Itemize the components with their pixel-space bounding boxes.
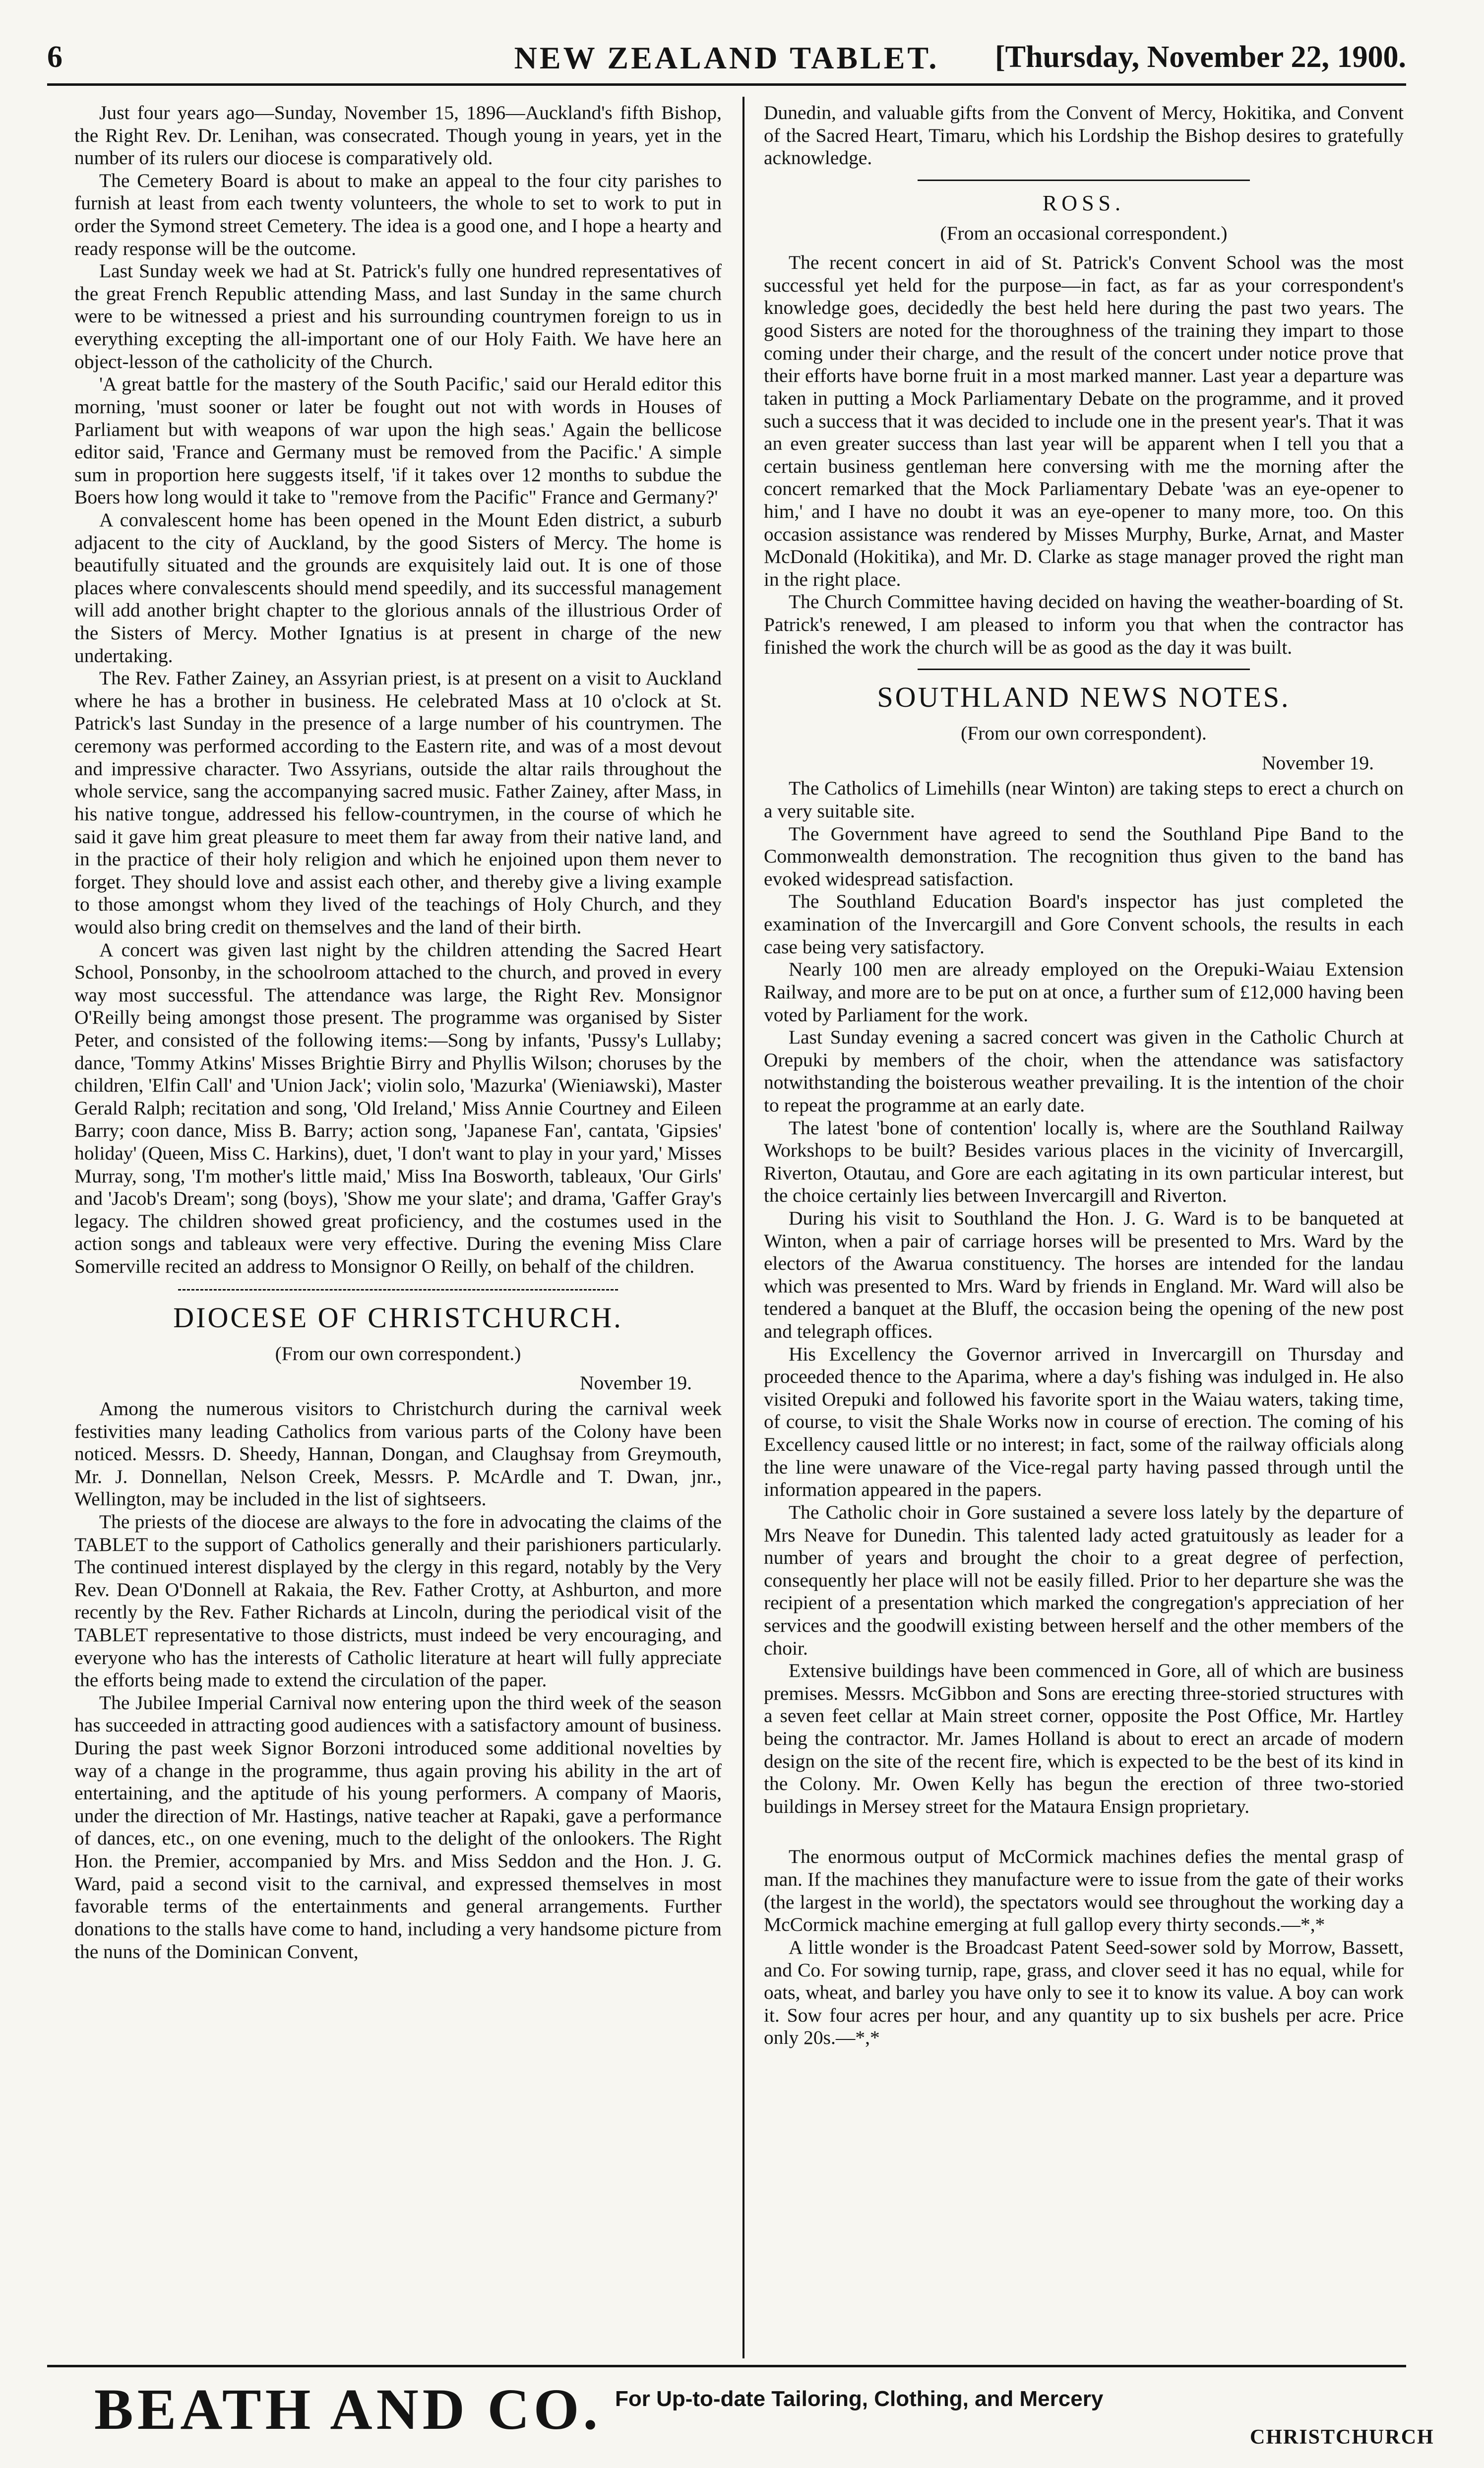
page-number: 6 [47, 40, 62, 74]
article-paragraph: The Church Committee having decided on having the weather-boarding of St. Patrick's renewed, I am pleased to inform you that when the contractor has finished the work the church will be as good as the day it was built. [764, 591, 1404, 658]
advert-paragraph: The enormous output of McCormick machines defies the mental grasp of man. If the machines they manufacture were to issue from the gate of their works (the largest in the world), the spectators would see throughout the working day a McCormick machine emerging at full gallop every thirty seconds.—*,* [764, 1846, 1404, 1936]
article-paragraph: 'A great battle for the mastery of the South Pacific,' said our Herald editor this morning, 'must sooner or later be fought out not with words in Houses of Parliament but with weapons of war upon the high seas.' Again the bellicose editor said, 'France and Germany must be removed from the Pacific.' A simple sum in proportion here suggests itself, 'if it takes over 12 months to subdue the Boers how long would it take to "remove from the Pacific" France and Germany?' [74, 373, 722, 508]
column-divider [742, 97, 744, 2358]
article-paragraph: Last Sunday week we had at St. Patrick's fully one hundred representatives of the great French Republic attending Mass, and last Sunday in the same church were to be witnessed a priest and his surrounding countrymen foreign to us in everything excepting the all-important one of our Holy Faith. We have here an object-lesson of the catholicity of the Church. [74, 260, 722, 372]
left-column [74, 102, 722, 1963]
article-paragraph: The Cemetery Board is about to make an appeal to the four city parishes to furnish at least from each twenty volunteers, the whole to set to work to put in order the Symond street Cemetery. The idea is a good one, and I hope a hearty and ready response will be the outcome. [74, 169, 722, 259]
footer-rule [47, 2365, 1406, 2367]
section-byline: (From our own correspondent.) [275, 1342, 521, 1364]
article-paragraph: Just four years ago—Sunday, November 15, 1896—Auckland's fifth Bishop, the Right Rev. Dr. Lenihan, was consecrated. Though young in years, yet in the number of its rulers our diocese is comparatively old. [74, 102, 722, 169]
section-byline: (From our own correspondent). [961, 722, 1207, 744]
section-heading-ross: ROSS. [1042, 190, 1125, 215]
article-paragraph: Nearly 100 men are already employed on the Orepuki-Waiau Extension Railway, and more are to be put on at once, a further sum of £12,000 having been voted by Parliament for the work. [764, 958, 1404, 1026]
spacer [764, 1818, 1404, 1846]
article-paragraph: A concert was given last night by the children attending the Sacred Heart School, Ponsonby, in the schoolroom attached to the church, and proved in every way most successful. The attendance was large, the Right Rev. Monsignor O'Reilly being amongst those present. The programme was organised by Sister Peter, and consisted of the following items:—Song by infants, 'Pussy's Lullaby; dance, 'Tommy Atkins' Misses Brightie Birry and Phyllis Wilson; choruses by the children, 'Elfin Call' and 'Union Jack'; violin solo, 'Mazurka' (Wieniawski), Master Gerald Ralph; recitation and song, 'Old Ireland,' Miss Annie Courtney and Eileen Barry; coon dance, Miss B. Barry; action song, 'Japanese Fan', cantata, 'Gipsies' holiday' (Queen, Miss C. Harkins), duet, 'I don't want to play in your yard,' Misses Murray, song, 'I'm mother's little maid,' Miss Ina Bosworth, tableaux, 'Our Girls' and 'Jacob's Dream'; song (boys), 'Show me your slate'; and drama, 'Gaffer Gray's legacy. The children showed great proficiency, and the costumes used in the action songs and tableaux were very effective. During the evening Miss Clare Somerville recited an address to Monsignor O Reilly, on behalf of the children. [74, 938, 722, 1278]
masthead-title: NEW ZEALAND TABLET. [514, 40, 939, 75]
advertiser-tagline: For Up-to-date Tailoring, Clothing, and Mercery [615, 2387, 1104, 2411]
article-paragraph: The latest 'bone of contention' locally is, where are the Southland Railway Workshops to be built? Besides various places in the vicinity of Invercargill, Riverton, Otautau, and Gore are each agitating in its own particular interest, but the choice certainly lies between Invercargill and Riverton. [764, 1116, 1404, 1207]
article-paragraph: Among the numerous visitors to Christchurch during the carnival week festivities many leading Catholics from various parts of the Colony have been noticed. Messrs. D. Sheedy, Hannan, Dongan, and Claughsay from Greymouth, Mr. J. Donnellan, Nelson Creek, Messrs. P. McArdle and T. Dwan, jnr., Wellington, may be included in the list of sightseers. [74, 1397, 722, 1510]
section-divider [918, 669, 1250, 670]
advertiser-city: CHRISTCHURCH [1250, 2426, 1434, 2449]
section-heading-christchurch: DIOCESE OF CHRISTCHURCH. [173, 1301, 623, 1334]
section-byline: (From an occasional correspondent.) [940, 222, 1228, 244]
article-paragraph: During his visit to Southland the Hon. J. G. Ward is to be banqueted at Winton, when a pair of carriage horses will be presented to Mrs. Ward by the electors of the Awarua constituency. The horses are intended for the landau which was presented to Mrs. Ward by friends in England. Mr. Ward will also be tendered a banquet at the Bluff, the occasion being the opening of the new post and telegraph offices. [764, 1207, 1404, 1343]
advert-paragraph: A little wonder is the Broadcast Patent Seed-sower sold by Morrow, Bassett, and Co. For sowing turnip, rape, grass, and clover seed it has no equal, while for oats, wheat, and barley you have only to see it to know its value. A boy can work it. Sow four acres per hour, and any quantity up to six bushels per acre. Price only 20s.—*,* [764, 1936, 1404, 2049]
issue-date: [Thursday, November 22, 1900. [994, 40, 1406, 74]
section-dateline: November 19. [1262, 751, 1374, 774]
article-paragraph: The Rev. Father Zainey, an Assyrian priest, is at present on a visit to Auckland where he has a brother in business. He celebrated Mass at 10 o'clock at St. Patrick's last Sunday in the presence of a large number of his countrymen. The ceremony was performed according to the Eastern rite, and was of a most devout and impressive character. Two Assyrians, outside the altar rails throughout the whole service, sang the accompanying sacred music. Father Zainey, after Mass, in his native tongue, addressed his fellow-countrymen, in the course of which he said it gave him great pleasure to meet them far away from their native land, and in the practice of their holy religion and which he enjoined upon them never to forget. They should love and assist each other, and thereby give a living example to those amongst whom they lived of the teachings of Holy Church, and they would also bring credit on themselves and the land of their birth. [74, 667, 722, 938]
article-paragraph: The Government have agreed to send the Southland Pipe Band to the Commonwealth demonstration. The recognition thus given to the band has evoked widespread satisfaction. [764, 822, 1404, 890]
page-header [47, 40, 1406, 84]
article-paragraph: The Catholic choir in Gore sustained a severe loss lately by the departure of Mrs Neave for Dunedin. This talented lady acted gratuitously as leader for a number of years and brought the choir to a great degree of perfection, consequently her place will not be easily filled. Prior to her departure she was the recipient of a presentation which marked the congregation's appreciation of her services and the goodwill existing between herself and the other members of the choir. [764, 1501, 1404, 1659]
footer-advert [94, 2376, 1434, 2449]
article-paragraph: The priests of the diocese are always to the fore in advocating the claims of the TABLET to the support of Catholics generally and their parishioners particularly. The continued interest displayed by the clergy in this regard, notably by the Very Rev. Dean O'Donnell at Rakaia, the Rev. Father Crotty, at Ashburton, and more recently by the Rev. Father Richards at Lincoln, during the periodical visit of the TABLET representative to those districts, must indeed be very encouraging, and everyone who has the interests of Catholic literature at heart will fully appreciate the efforts being made to extend the circulation of the paper. [74, 1510, 722, 1691]
article-continuation: Dunedin, and valuable gifts from the Convent of Mercy, Hokitika, and Convent of the Sacred Heart, Timaru, which his Lordship the Bishop desires to gratefully acknowledge. [764, 102, 1404, 169]
article-paragraph: The Jubilee Imperial Carnival now entering upon the third week of the season has succeeded in attracting good audiences with a satisfactory amount of business. During the past week Signor Borzoni introduced some additional novelties by way of a change in the programme, thus again proving his ability in the art of entertaining, and the aptitude of his young performers. A company of Maoris, under the direction of Mr. Hastings, native teacher at Rapaki, gave a performance of dances, etc., on one evening, much to the delight of the onlookers. The Right Hon. the Premier, accompanied by Mrs. and Miss Seddon and the Hon. J. G. Ward, paid a second visit to the carnival, and expressed themselves in most favorable terms of the entertainments and general arrangements. Further donations to the stalls have come to hand, including a very handsome picture from the nuns of the Dominican Convent, [74, 1691, 722, 1963]
article-paragraph: A convalescent home has been opened in the Mount Eden district, a suburb adjacent to the city of Auckland, by the good Sisters of Mercy. The home is beautifully situated and the grounds are exquisitely laid out. It is one of those places where convalescents should mend speedily, and its successful management will add another bright chapter to the glorious annals of the illustrious Order of the Sisters of Mercy. Mother Ignatius is at present in charge of the new undertaking. [74, 508, 722, 667]
advertiser-name: BEATH AND CO. [94, 2377, 602, 2442]
article-paragraph: His Excellency the Governor arrived in Invercargill on Thursday and proceeded thence to the Aparima, where a day's fishing was indulged in. He also visited Orepuki and followed his favorite sport in the Waiau waters, taking time, of course, to visit the Shale Works now in course of erection. The coming of his Excellency caused little or no interest; in fact, some of the railway officials along the line were unaware of the Vice-regal party having passed through until the information appeared in the papers. [764, 1343, 1404, 1501]
section-heading-southland: SOUTHLAND NEWS NOTES. [877, 681, 1291, 714]
section-dateline: November 19. [580, 1372, 692, 1394]
right-column [764, 102, 1404, 2049]
article-paragraph: Extensive buildings have been commenced in Gore, all of which are business premises. Messrs. McGibbon and Sons are erecting three-storied structures with a seven feet cellar at Main street corner, opposite the Post Office, Mr. Hartley being the contractor. Mr. James Holland is about to erect an arcade of modern design on the site of the recent fire, which is expected to be the best of its kind in the Colony. Mr. Owen Kelly has begun the erection of three two-storied buildings in Mersey street for the Mataura Ensign proprietary. [764, 1660, 1404, 1817]
header-rule [47, 83, 1406, 86]
article-paragraph: The Catholics of Limehills (near Winton) are taking steps to erect a church on a very suitable site. [764, 777, 1404, 822]
article-paragraph: The Southland Education Board's inspector has just completed the examination of the Invercargill and Gore Convent schools, the results in each case being very satisfactory. [764, 890, 1404, 958]
article-paragraph: The recent concert in aid of St. Patrick's Convent School was the most successful yet held for the purpose—in fact, as far as your correspondent's knowledge goes, decidedly the best held here during the past two years. The good Sisters are noted for the thoroughness of the training they impart to those coming under their charge, and the result of the concert under notice prove that their efforts have borne fruit in a most marked manner. Last year a departure was taken in putting a Mock Parliamentary Debate on the programme, and it proved such a success that it was decided to include one in the present year's. That it was an even greater success than last year will be apparent when I tell you that a certain business gentleman here conversing with me the morning after the concert remarked that the Mock Parliamentary Debate 'was an eye-opener to him,' and I have no doubt it was an eye-opener to many more, too. On this occasion assistance was rendered by Misses Murphy, Burke, Arnat, and Master McDonald (Hokitika), and Mr. D. Clarke as stage manager proved the right man in the right place. [764, 251, 1404, 590]
article-paragraph: Last Sunday evening a sacred concert was given in the Catholic Church at Orepuki by members of the choir, when the attendance was satisfactory notwithstanding the boisterous weather prevailing. It is the intention of the choir to repeat the programme at an early date. [764, 1026, 1404, 1116]
section-divider [178, 1289, 618, 1291]
section-divider [918, 180, 1250, 181]
